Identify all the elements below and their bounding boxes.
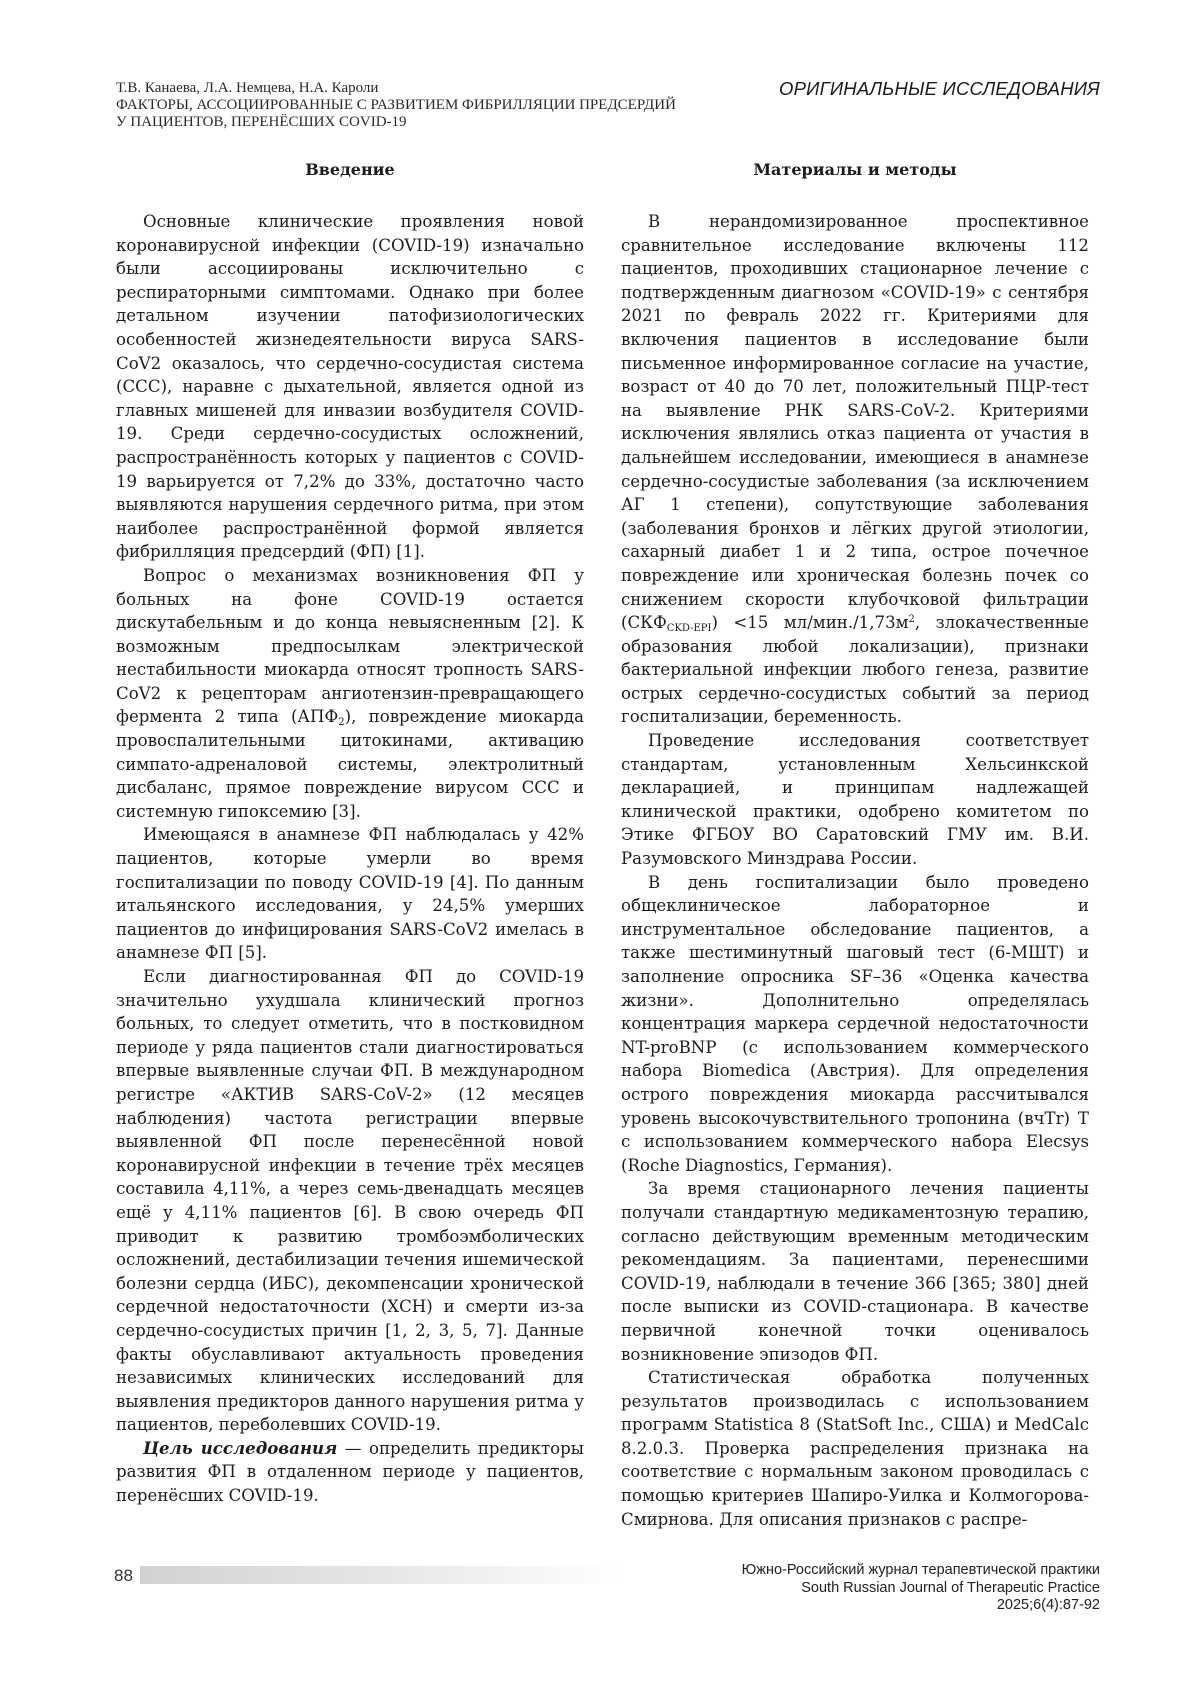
section-heading-methods: Материалы и методы: [753, 160, 957, 179]
paragraph: [621, 210, 1089, 729]
superscript: 2: [908, 614, 915, 626]
paragraph: Проведение исследования соответствует стандартам, установленным Хельсинкской декларацией, и принципам надлежащей клинической практики, одобрено комитетом по Этике ФГБОУ ВО Саратовский ГМУ им. В.И. Разумовского Минздрава России.: [621, 731, 1089, 869]
paragraph: [116, 564, 584, 824]
paragraph: Основные клинические проявления новой коронавирусной инфекции (COVID-19) изначально были ассоциированы исключительно с респираторными симптомами. Однако при более детальном изучении патофизиологических особенностей жизнедеятельности вируса SARS-CoV2 оказалось, что сердечно-сосудистая система (ССС), наравне с дыхательной, является одной из главных мишеней для инвазии возбудителя COVID-19. Среди сердечно-сосудистых осложнений, распространённость которых у пациентов с COVID-19 варьируется от 7,2% до 33%, достаточно часто выявляются нарушения сердечного ритма, при этом наиболее распространённой формой является фибрилляция предсердий (ФП) [1].: [116, 212, 584, 562]
goal-text: — определить предикторы развития ФП в отдаленном периоде у пациентов, перенёсших COVID-19.: [116, 1438, 585, 1506]
citation: 2025;6(4):87-92: [996, 1597, 1100, 1613]
section-heading-introduction: Введение: [305, 160, 395, 179]
paragraph-text: В нерандомизированное проспективное сравнительное исследование включены 112 пациентов, проходивших стационарное лечение с подтвержденным диагнозом «COVID-19» с сентября 2021 по февраль 2022 гг. Критериями для включения пациентов в исследование были письменное информированное согласие на участие, возраст от 40 до 70 лет, положительный ПЦР-тест на выявление РНК SARS-CoV-2. Критериями исключения являлись отказ пациента от участия в дальнейшем исследовании, имеющиеся в анамнезе сердечно-сосудистые заболевания (за исключением АГ 1 степени), сопутствующие заболевания (заболевания бронхов и лёгких другой этиологии, сахарный диабет 1 и 2 типа, острое почечное повреждение или хроническая болезнь почек со снижением скорости клубочковой фильтрации (СКФ: [621, 212, 1089, 633]
subscript: CKD-EPI: [666, 623, 712, 635]
paragraph: Имеющаяся в анамнезе ФП наблюдалась у 42% пациентов, которые умерли во время госпитализации по поводу COVID-19 [4]. По данным итальянского исследования, у 24,5% умерших пациентов до инфицирования SARS-CoV2 имелась в анамнезе ФП [5].: [116, 825, 584, 963]
section-label: ОРИГИНАЛЬНЫЕ ИССЛЕДОВАНИЯ: [779, 78, 1100, 99]
running-header: [116, 80, 756, 131]
paragraph: В день госпитализации было проведено общеклиническое лабораторное и инструментальное обследование пациентов, а также шестиминутный шаговый тест (6-МШТ) и заполнение опросника SF–36 «Оценка качества жизни». Дополнительно определялась концентрация маркера сердечной недостаточности NT-proBNP (с использованием коммерческого набора Biomedica (Австрия). Для определения острого повреждения миокарда рассчитывался уровень высокочувствительного тропонина (вчТr) Т с использованием коммерческого набора Elecsys (Roche Diagnostics, Германия).: [621, 872, 1089, 1175]
footer-gradient-bar: [140, 1566, 620, 1584]
paragraph-text: ), повреждение миокарда провоспалительными цитокинами, активацию симпато-адреналовой системы, электролитный дисбаланс, прямое повреждение вирусом ССС и системную гипоксемию [3].: [116, 707, 584, 821]
paragraph-text: ) <15 мл/мин./1,73м: [711, 613, 909, 633]
paragraph: За время стационарного лечения пациенты получали стандартную медикаментозную терапию, согласно действующим временным методическим рекомендациям. За пациентами, перенесшими COVID-19, наблюдали в течение 366 [365; 380] дней после выписки из COVID-стационара. В качестве первичной конечной точки оценивалось возникновение эпизодов ФП.: [621, 1179, 1089, 1364]
paragraph-text: Вопрос о механизмах возникновения ФП у больных на фоне COVID-19 остается дискутабельным и до конца невыясненным [2]. К возможным предпосылкам электрической нестабильности миокарда относят тропность SARS-CoV2 к рецепторам ангиотензин-превращающего фермента 2 типа (АПФ: [116, 565, 584, 727]
paragraph: Статистическая обработка полученных результатов производилась с использованием программ Statistica 8 (StatSoft Inc., США) и MedCalc 8.2.0.3. Проверка распределения признака на соответствие с нормальным законом проводилась с помощью критериев Шапиро-Уилка и Колмогорова-Смирнова. Для описания признаков с распре-: [621, 1368, 1089, 1529]
journal-name-en: South Russian Journal of Therapeutic Practice: [801, 1579, 1100, 1596]
left-column: [116, 160, 584, 1508]
header-title-line2: У ПАЦИЕНТОВ, ПЕРЕНЁСШИХ COVID-19: [116, 114, 407, 130]
right-column: [621, 160, 1089, 1531]
page-number: 88: [114, 1566, 133, 1585]
journal-info: [742, 1562, 1100, 1615]
paragraph: Если диагностированная ФП до COVID-19 значительно ухудшала клинический прогноз больных, то следует отметить, что в постковидном периоде у ряда пациентов стали диагностироваться впервые выявленные случаи ФП. В международном регистре «АКТИВ SARS-CoV-2» (12 месяцев наблюдения) частота регистрации впервые выявленной ФП после перенесённой новой коронавирусной инфекции в течение трёх месяцев составила 4,11%, а через семь-двенадцать месяцев ещё у 4,11% пациентов [6]. В свою очередь ФП приводит к развитию тромбоэмболических осложнений, дестабилизации течения ишемической болезни сердца (ИБС), декомпенсации хронической сердечной недостаточности (ХСН) и смерти из-за сердечно-сосудистых причин [1, 2, 3, 5, 7]. Данные факты обуславливают актуальность проведения независимых клинических исследований для выявления предикторов данного нарушения ритма у пациентов, переболевших COVID-19.: [116, 967, 584, 1435]
subscript: 2: [338, 717, 345, 729]
paragraph-text: , злокачественные образования любой локализации), признаки бактериальной инфекции любого генеза, развитие острых сердечно-сосудистых событий за период госпитализации, беременность.: [621, 613, 1090, 727]
goal-label: Цель исследования: [143, 1437, 338, 1458]
study-goal-paragraph: [116, 1437, 584, 1508]
header-title-line1: ФАКТОРЫ, АССОЦИИРОВАННЫЕ С РАЗВИТИЕМ ФИБРИЛЛЯЦИИ ПРЕДСЕРДИЙ: [116, 97, 676, 113]
journal-name-ru: Южно-Российский журнал терапевтической практики: [741, 1562, 1100, 1578]
header-authors: Т.В. Канаева, Л.А. Немцева, Н.А. Кароли: [116, 80, 379, 96]
